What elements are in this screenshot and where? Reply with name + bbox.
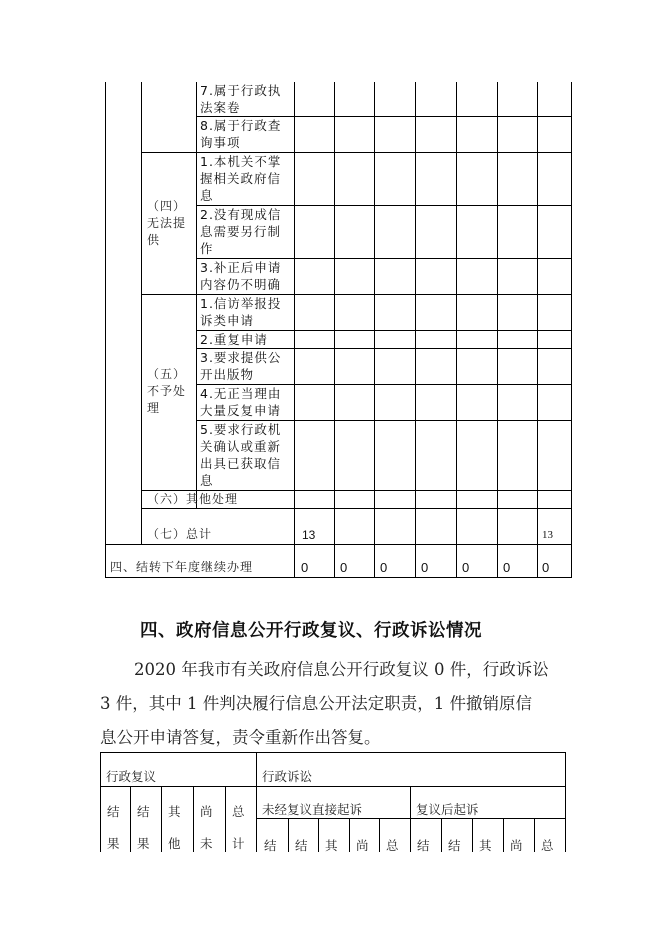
review-col-header: 未 — [200, 836, 213, 851]
row-label-mass-request: 4.无正当理由 大量反复申请 — [200, 386, 282, 418]
row-label-petition-complaint: 1.信访举报投 诉类申请 — [200, 296, 282, 328]
carryover-value: 0 — [542, 560, 550, 575]
after-review-header: 复议后起诉 — [416, 802, 479, 817]
carryover-value: 0 — [301, 560, 309, 575]
row-label-reconfirm: 5.要求行政机 关确认或重新 出具已获取信 息 — [200, 422, 282, 488]
row-label-publication: 3.要求提供公 开出版物 — [200, 350, 282, 382]
review-col-header: 总 — [232, 804, 245, 819]
after-col-header: 结 — [417, 838, 430, 853]
section-heading: 四、政府信息公开行政复议、行政诉讼情况 — [140, 621, 482, 641]
row-label-repeat-request: 2.重复申请 — [200, 332, 268, 347]
carryover-label: 四、结转下年度继续办理 — [110, 560, 254, 574]
row-label-no-existing-info: 2.没有现成信 息需要另行制 作 — [200, 207, 282, 256]
other-processing-label: （六）其他处理 — [147, 492, 239, 506]
review-col-header: 其 — [168, 804, 181, 819]
row-label-still-unclear: 3.补正后申请 内容仍不明确 — [200, 260, 282, 292]
review-col-header: 他 — [168, 836, 181, 851]
row-label-7-enforcement-file: 7.属于行政执 法案卷 — [200, 83, 282, 115]
review-col-header: 结 — [137, 804, 150, 819]
admin-review-header: 行政复议 — [106, 769, 157, 784]
direct-col-header: 结 — [295, 838, 308, 853]
after-col-header: 结 — [448, 838, 461, 853]
paragraph-line: 3 件，其中 1 件判决履行信息公开法定职责，1 件撤销原信 — [100, 694, 532, 713]
review-col-header: 果 — [137, 836, 150, 851]
review-col-header: 尚 — [200, 804, 213, 819]
carryover-value: 0 — [462, 560, 470, 575]
total-first-value: 13 — [302, 528, 316, 542]
after-col-header: 其 — [479, 838, 492, 853]
total-label: （七）总计 — [147, 527, 213, 541]
review-col-header: 结 — [107, 804, 120, 819]
admin-litigation-header: 行政诉讼 — [262, 769, 313, 784]
row-label-8-inquiry-matter: 8.属于行政查 询事项 — [200, 118, 282, 150]
direct-suit-header: 未经复议直接起诉 — [262, 802, 363, 817]
after-col-header: 总 — [541, 838, 554, 853]
review-col-header: 果 — [107, 836, 120, 851]
direct-col-header: 总 — [386, 838, 399, 853]
direct-col-header: 其 — [325, 838, 338, 853]
carryover-value: 0 — [421, 560, 429, 575]
carryover-value: 0 — [380, 560, 388, 575]
carryover-value: 0 — [340, 560, 348, 575]
row-label-not-held: 1.本机关不掌 握相关政府信 息 — [200, 154, 282, 203]
group-label-unable-to-provide: （四） 无法提 供 — [147, 199, 187, 247]
direct-col-header: 尚 — [356, 838, 369, 853]
total-last-value: 13 — [542, 529, 553, 541]
paragraph-line: 息公开申请答复，责令重新作出答复。 — [100, 728, 381, 747]
review-col-header: 计 — [232, 836, 245, 851]
carryover-value: 0 — [503, 560, 511, 575]
group-label-not-processed: （五） 不予处 理 — [147, 367, 187, 415]
after-col-header: 尚 — [510, 838, 523, 853]
direct-col-header: 结 — [264, 838, 277, 853]
paragraph-line: 2020 年我市有关政府信息公开行政复议 0 件，行政诉讼 — [134, 660, 549, 679]
